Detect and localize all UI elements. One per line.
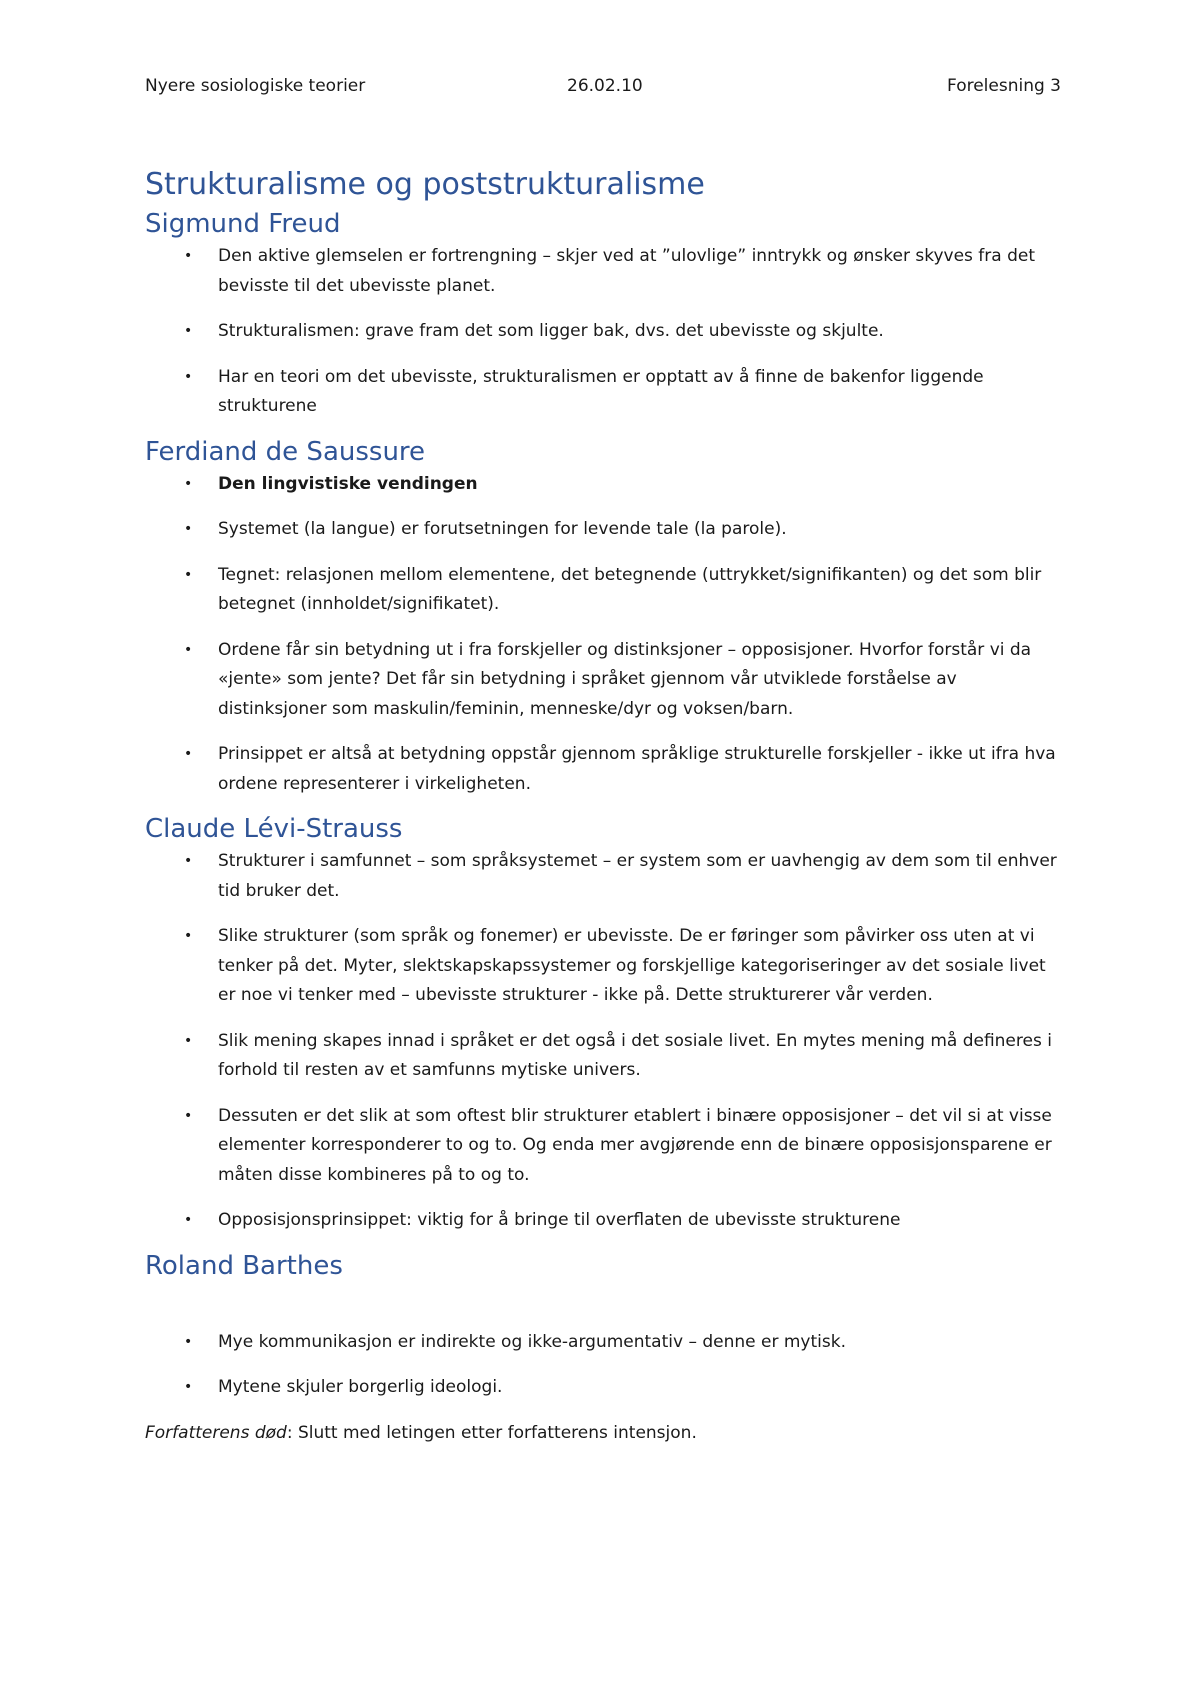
list-item <box>145 1328 1061 1358</box>
document-body <box>145 164 1061 1465</box>
section-heading: Sigmund Freud <box>145 209 341 239</box>
list-item <box>145 242 1061 301</box>
note-label: Forfatterens død <box>145 1422 287 1443</box>
bullet-icon: • <box>184 746 193 762</box>
bullet-list <box>145 847 1061 1236</box>
bullet-icon: • <box>184 475 193 492</box>
header-course-title: Nyere sosiologiske teorier <box>145 76 366 96</box>
author-death-note <box>145 1419 1061 1449</box>
list-item <box>145 1373 1061 1403</box>
bullet-icon: • <box>184 368 193 385</box>
list-item-text: Ordene får sin betydning ut i fra forskjeller og distinksjoner – opposisjoner. Hvorfor forstår vi da «jente» som jente? Det får sin betydning i språket gjennom vår utviklede forståelse av distinksjoner som maskulin/feminin, menneske/dyr og voksen/barn. <box>218 639 1032 719</box>
header-date: 26.02.10 <box>567 76 643 96</box>
bullet-icon: • <box>184 853 193 869</box>
note-text: : Slutt med letingen etter forfatterens intensjon. <box>286 1422 697 1443</box>
bullet-icon: • <box>184 521 193 537</box>
bullet-icon: • <box>184 1107 193 1124</box>
list-item-text: Systemet (la langue) er forutsetningen for levende tale (la parole). <box>218 519 787 539</box>
list-item-text: Den lingvistiske vendingen <box>218 473 478 494</box>
bullet-icon: • <box>184 1333 193 1350</box>
list-item <box>145 561 1061 620</box>
list-item-text: Strukturalismen: grave fram det som ligger bak, dvs. det ubevisste og skjulte. <box>218 321 884 341</box>
list-item-text: Den aktive glemselen er fortrengning – skjer ved at ”ulovlige” inntrykk og ønsker skyves fra det bevisste til det ubevisste planet. <box>218 246 1036 296</box>
list-item <box>145 922 1061 1011</box>
list-item <box>145 470 1061 500</box>
bullet-list <box>145 470 1061 800</box>
bullet-icon: • <box>184 323 193 339</box>
list-item-text: Slik mening skapes innad i språket er det også i det sosiale livet. En mytes mening må defineres i forhold til resten av et samfunns mytiske univers. <box>218 1030 1052 1080</box>
bullet-icon: • <box>184 1379 193 1395</box>
list-item <box>145 317 1061 347</box>
section-saussure <box>145 434 1061 800</box>
section-barthes <box>145 1248 1061 1449</box>
bullet-icon: • <box>184 566 193 583</box>
list-item <box>145 1027 1061 1086</box>
section-heading: Roland Barthes <box>145 1250 343 1281</box>
list-item <box>145 740 1061 799</box>
section-heading: Ferdiand de Saussure <box>145 436 426 467</box>
list-item <box>145 1102 1061 1191</box>
bullet-list <box>145 242 1061 422</box>
bullet-icon: • <box>184 928 193 944</box>
section-freud <box>145 206 1061 422</box>
header-lecture-number: Forelesning 3 <box>947 76 1061 96</box>
list-item-text: Prinsippet er altså at betydning oppstår gjennom språklige strukturelle forskjeller - ikke ut ifra hva ordene representerer i virkeligheten. <box>218 744 1056 794</box>
document-title: Strukturalisme og poststrukturalisme <box>145 167 705 202</box>
bullet-icon: • <box>184 641 193 658</box>
list-item <box>145 636 1061 725</box>
list-item-text: Strukturer i samfunnet – som språksystemet – er system som er uavhengig av dem som til enhver tid bruker det. <box>218 851 1057 901</box>
list-item-text: Dessuten er det slik at som oftest blir strukturer etablert i binære opposisjoner – det vil si at visse elementer korresponderer to og to. Og enda mer avgjørende enn de binære opposisjonsparene er måten disse kombineres på to og to. <box>218 1105 1052 1185</box>
list-item <box>145 1206 1061 1236</box>
section-levi-strauss <box>145 811 1061 1236</box>
bullet-icon: • <box>184 1032 193 1049</box>
list-item <box>145 363 1061 422</box>
list-item-text: Har en teori om det ubevisste, strukturalismen er opptatt av å finne de bakenfor liggende strukturene <box>218 366 984 416</box>
list-item-text: Opposisjonsprinsippet: viktig for å bringe til overflaten de ubevisste strukturene <box>218 1210 901 1230</box>
list-item-text: Tegnet: relasjonen mellom elementene, det betegnende (uttrykket/signifikanten) og det som blir betegnet (innholdet/signifikatet). <box>218 564 1042 614</box>
list-item <box>145 515 1061 545</box>
list-item-text: Slike strukturer (som språk og fonemer) er ubevisste. De er føringer som påvirker oss uten at vi tenker på det. Myter, slektskapskapssystemer og forskjellige kategoriseringer av det sosiale livet er noe vi tenker med – ubevisste strukturer - ikke på. Dette strukturerer vår verden. <box>218 926 1046 1005</box>
section-heading: Claude Lévi-Strauss <box>145 814 403 844</box>
bullet-icon: • <box>184 248 193 264</box>
list-item <box>145 847 1061 906</box>
bullet-list <box>145 1328 1061 1403</box>
list-item-text: Mytene skjuler borgerlig ideologi. <box>218 1377 503 1397</box>
bullet-icon: • <box>184 1212 193 1228</box>
page-header <box>145 76 1061 100</box>
list-item-text: Mye kommunikasjon er indirekte og ikke-argumentativ – denne er mytisk. <box>218 1331 846 1352</box>
